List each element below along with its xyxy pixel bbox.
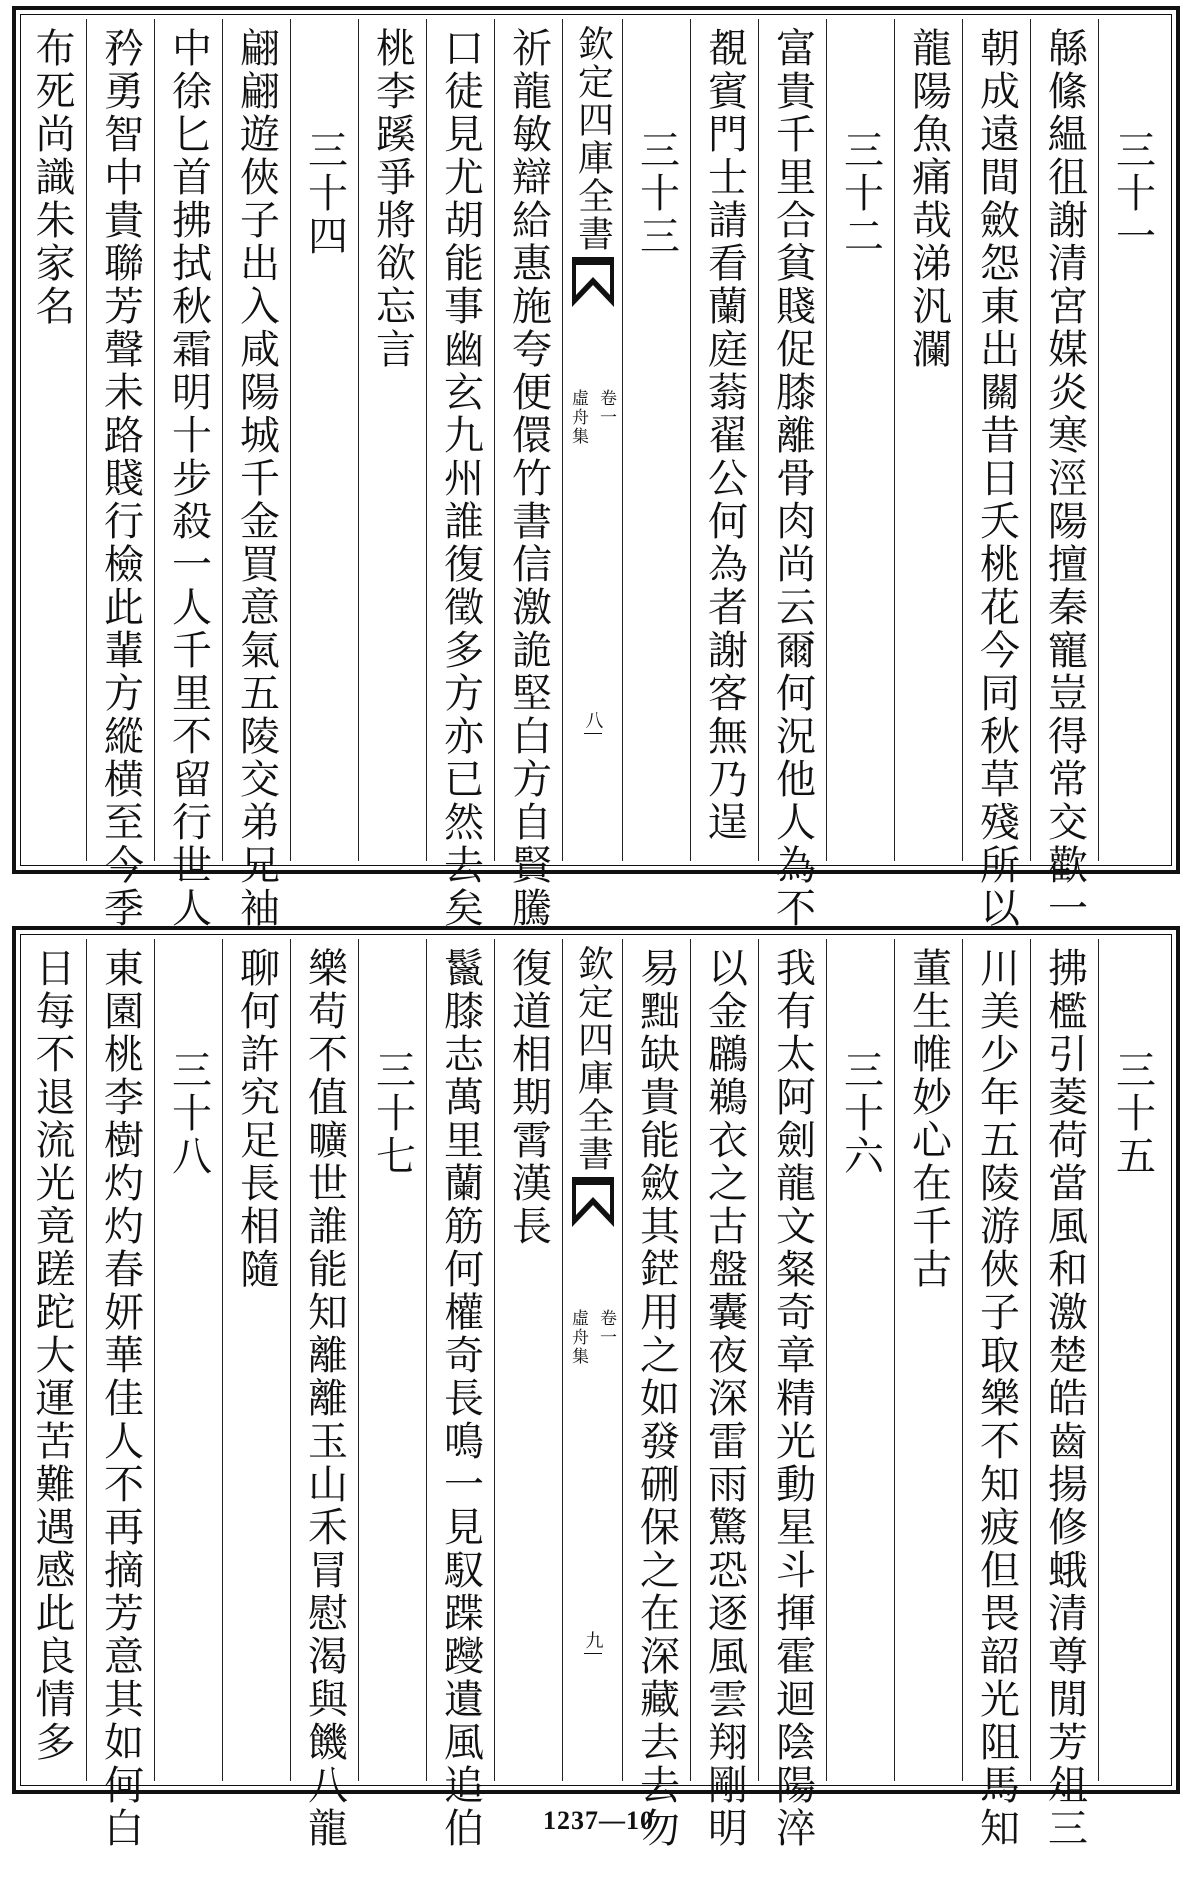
poem-line: 口徒見尤胡能事幽玄九州誰復徵多方亦已然去矣 — [437, 27, 484, 930]
poem-heading: 三十四 — [301, 129, 348, 258]
poem-line: 日每不退流光竟蹉跎大運苦難遇感此良情多 — [29, 947, 75, 1764]
poem-line: 我有太阿劍龍文粲奇章精光動星斗揮霍迴陰陽淬 — [769, 947, 816, 1850]
text-column — [826, 939, 894, 1781]
poem-line: 矜勇智中貴聯芳聲未路賤行檢此輩方縱横至今季 — [97, 27, 144, 930]
text-column — [1030, 19, 1098, 930]
top-page — [12, 6, 1180, 930]
text-column — [154, 19, 222, 930]
text-column — [826, 19, 894, 861]
poem-line: 覩賓門士請看蘭庭蓊翟公何為者謝客無乃逞 — [701, 27, 748, 844]
page-number: 1237—10 — [543, 1806, 654, 1835]
book-title: 欽定四庫全書 — [575, 25, 611, 261]
poem-line: 董生帷妙心在千古 — [905, 947, 952, 1291]
text-column — [426, 19, 494, 930]
collection-name: 虛舟集 — [568, 1309, 588, 1366]
fish-tail-icon — [570, 1175, 616, 1229]
center-gutter — [562, 19, 622, 861]
text-column — [758, 939, 826, 1850]
text-column — [86, 19, 154, 930]
poem-line: 川美少年五陵游俠子取樂不知疲但畏韶光阻馬知 — [973, 947, 1020, 1850]
collection-name: 虛舟集 — [568, 389, 588, 446]
text-column — [358, 939, 426, 1781]
text-column — [758, 19, 826, 930]
poem-line: 以金鸊鵜衣之古盤囊夜深雷雨驚恐逐風雲翔剛明 — [701, 947, 748, 1850]
juan-label: 卷一 — [596, 1309, 616, 1347]
text-column — [86, 939, 154, 1850]
text-column — [154, 939, 222, 1781]
juan-label: 卷一 — [596, 389, 616, 427]
poem-line: 聊何許究足長相隨 — [233, 947, 280, 1291]
text-column — [1098, 939, 1166, 1781]
text-column — [622, 19, 690, 861]
text-column — [222, 19, 290, 930]
text-column — [426, 939, 494, 1850]
text-column — [290, 939, 358, 1850]
text-column — [290, 19, 358, 861]
text-column — [622, 939, 690, 1850]
poem-line: 龍陽魚痛哉涕汎瀾 — [905, 27, 952, 371]
text-column — [1030, 939, 1098, 1850]
poem-line: 朝成遠間斂怨東出關昔日夭桃花今同秋草殘所以 — [973, 27, 1020, 930]
poem-line: 翩翩遊俠子出入咸陽城千金買意氣五陵交弟兄袖 — [233, 27, 280, 930]
leaf-number: 九 — [584, 1631, 602, 1654]
text-column — [18, 19, 86, 861]
poem-heading: 三十三 — [633, 129, 680, 258]
text-column — [962, 19, 1030, 930]
text-column — [1098, 19, 1166, 861]
leaf-number: 八 — [584, 711, 602, 734]
poem-line: 拂檻引菱荷當風和激楚皓齒揚修蛾清尊閒芳俎三 — [1041, 947, 1088, 1850]
poem-line: 富貴千里合貧賤促膝離骨肉尚云爾何況他人為不 — [769, 27, 816, 930]
text-column — [894, 939, 962, 1781]
poem-line: 祈龍敏辯給惠施夸便儇竹書信激詭堅白方自賢騰 — [505, 27, 552, 930]
poem-line: 樂苟不值曠世誰能知離離玉山禾冐慰渴與饑八龍 — [301, 947, 348, 1850]
text-column — [18, 939, 86, 1781]
poem-line: 復道相期霄漢長 — [505, 947, 552, 1248]
text-column — [894, 19, 962, 861]
poem-heading: 三十六 — [837, 1049, 884, 1178]
text-column — [494, 939, 562, 1781]
poem-line: 鬣膝志萬里蘭筋何權奇長鳴一見馭蹀躞遺風追伯 — [437, 947, 484, 1850]
poem-line: 易黜缺貴能斂其鋩用之如發硎保之在深藏去去勿 — [633, 947, 680, 1850]
text-column — [222, 939, 290, 1781]
poem-heading: 三十二 — [837, 129, 884, 258]
text-column — [690, 19, 758, 861]
poem-heading: 三十一 — [1109, 129, 1156, 258]
poem-line: 中徐匕首拂拭秋霜明十步殺一人千里不留行世人 — [165, 27, 212, 930]
poem-line: 桃李蹊爭將欲忘言 — [369, 27, 416, 371]
text-column — [494, 19, 562, 930]
poem-heading: 三十七 — [369, 1049, 416, 1178]
text-column — [358, 19, 426, 861]
center-gutter — [562, 939, 622, 1781]
poem-line: 緜絛緼徂謝清宮媒炎寒涇陽擅秦寵豈得常交歡一 — [1041, 27, 1088, 930]
poem-line: 東園桃李樹灼灼春妍華佳人不再摘芳意其如何白 — [97, 947, 144, 1850]
text-column — [690, 939, 758, 1850]
text-column — [962, 939, 1030, 1850]
fish-tail-icon — [570, 255, 616, 309]
poem-line: 布死尚識朱家名 — [29, 27, 75, 328]
book-title: 欽定四庫全書 — [575, 945, 611, 1181]
poem-heading: 三十八 — [165, 1049, 212, 1178]
poem-heading: 三十五 — [1109, 1049, 1156, 1178]
